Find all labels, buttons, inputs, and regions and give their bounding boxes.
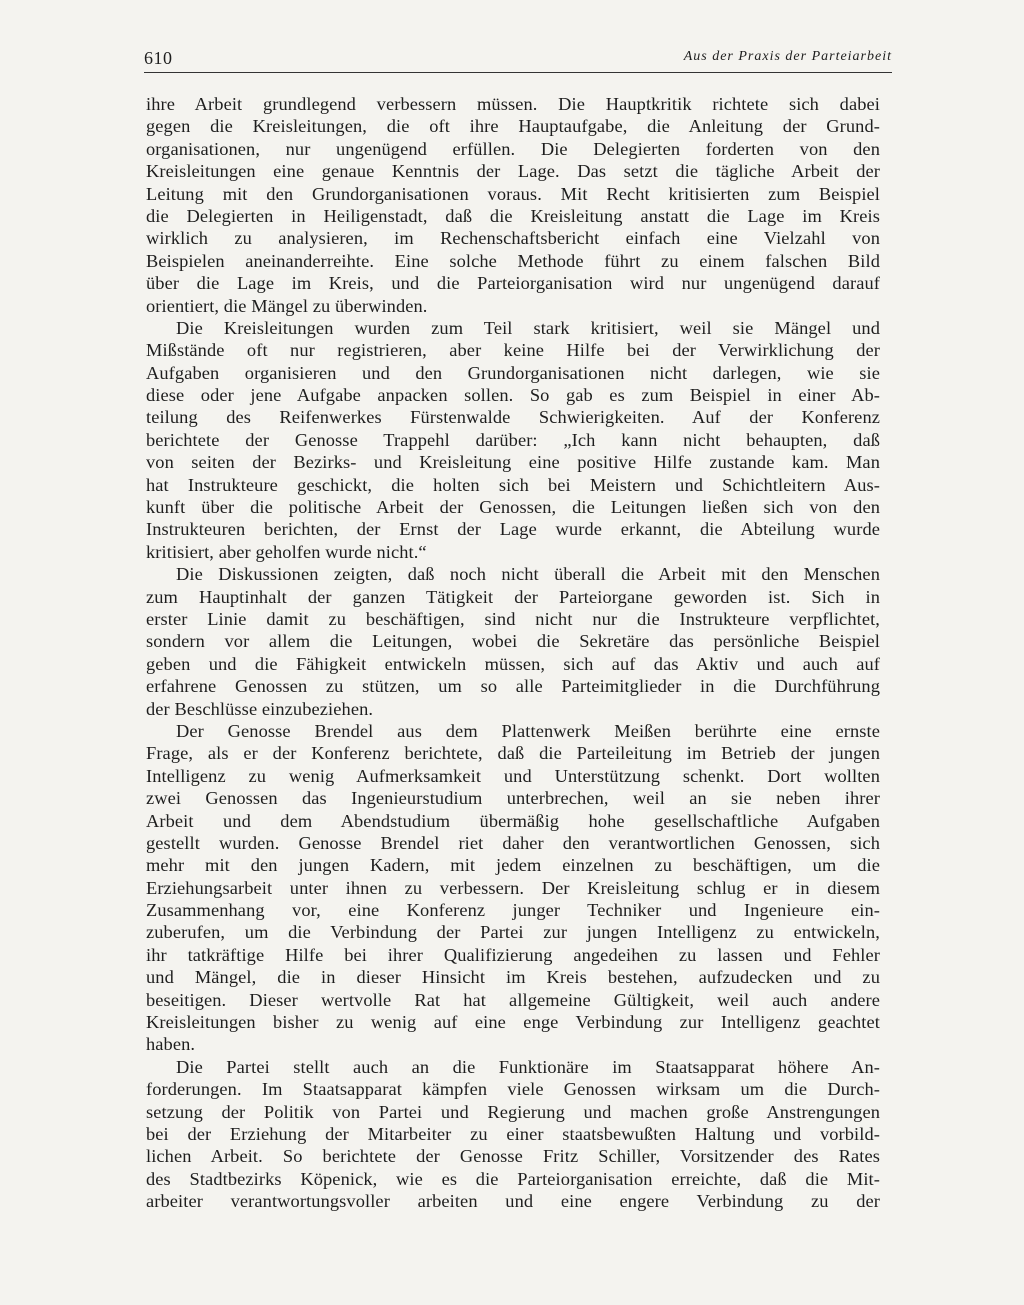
text-line: hat Instrukteure geschickt, die holten sich bei Meistern und Schichtleitern Aus- [146,474,880,495]
text-line: sondern vor allem die Leitungen, wobei die Sekretäre das persönliche Beispiel [146,631,880,652]
text-line: Die Kreisleitungen wurden zum Teil stark kritisiert, weil sie Mängel und [176,317,880,338]
text-line: Intelligenz zu wenig Aufmerksamkeit und Unterstützung schenkt. Dort wollten [146,765,880,786]
text-line: setzung der Politik von Partei und Regierung und machen große Anstrengungen [146,1101,880,1122]
text-line: erfahrene Genossen zu stützen, um so alle Parteimitglieder in die Durchführung [146,676,880,697]
text-line: ihr tatkräftige Hilfe bei ihrer Qualifizierung angedeihen zu lassen und Fehler [146,944,880,965]
text-line: die Delegierten in Heiligenstadt, daß die Kreisleitung anstatt die Lage im Kreis [146,205,880,226]
text-line: orientiert, die Mängel zu überwinden. [146,295,428,316]
text-line: Der Genosse Brendel aus dem Plattenwerk Meißen berührte eine ernste [176,720,880,741]
text-line: Mißstände oft nur registrieren, aber keine Hilfe bei der Verwirklichung der [146,340,880,361]
text-line: teilung des Reifenwerkes Fürstenwalde Schwierigkeiten. Auf der Konferenz [146,407,880,428]
text-line: berichtete der Genosse Trappehl darüber: „Ich kann nicht behaupten, daß [146,429,880,450]
text-line: gestellt wurden. Genosse Brendel riet daher den verantwortlichen Genossen, sich [146,832,880,853]
text-line: Arbeit und dem Abendstudium übermäßig hohe gesellschaftliche Aufgaben [146,810,880,831]
text-line: lichen Arbeit. So berichtete der Genosse Fritz Schiller, Vorsitzender des Rates [146,1146,880,1167]
text-line: Zusammenhang vor, eine Konferenz junger Techniker und Ingenieure ein- [146,900,880,921]
text-line: kunft über die politische Arbeit der Genossen, die Leitungen ließen sich von den [146,497,880,518]
text-line: zum Hauptinhalt der ganzen Tätigkeit der Parteiorgane geworden ist. Sich in [146,586,880,607]
text-line: der Beschlüsse einzubeziehen. [146,698,374,719]
text-line: Frage, als er der Konferenz berichtete, daß die Parteileitung im Betrieb der jungen [146,743,880,764]
text-line: diese oder jene Aufgabe anpacken sollen. So gab es zum Beispiel in einer Ab- [146,385,880,406]
text-line: forderungen. Im Staatsapparat kämpfen viele Genossen wirksam um die Durch- [146,1079,880,1100]
text-line: Leitung mit den Grundorganisationen voraus. Mit Recht kritisierten zum Beispiel [146,183,880,204]
text-line: mehr mit den jungen Kadern, mit jedem einzelnen zu beschäftigen, um die [146,855,880,876]
text-line: kritisiert, aber geholfen wurde nicht.“ [146,541,427,562]
text-line: wirklich zu analysieren, im Rechenschaftsbericht einfach eine Vielzahl von [146,228,880,249]
text-line: Instrukteuren berichten, der Ernst der Lage wurde erkannt, die Abteilung wurde [146,519,880,540]
text-line: geben und die Fähigkeit entwickeln müssen, sich auf das Aktiv und auch auf [146,653,880,674]
text-line: bei der Erziehung der Mitarbeiter zu einer staatsbewußten Haltung und vorbild- [146,1123,880,1144]
text-line: über die Lage im Kreis, und die Parteiorganisation wird nur ungenügend darauf [146,273,880,294]
text-line: Die Diskussionen zeigten, daß noch nicht überall die Arbeit mit den Menschen [176,564,880,585]
text-line: Kreisleitungen bisher zu wenig auf eine enge Verbindung zur Intelligenz geachtet [146,1012,880,1033]
page-header [144,46,892,73]
running-title: Aus der Praxis der Parteiarbeit [683,49,892,64]
text-line: und Mängel, die in dieser Hinsicht im Kreis bestehen, aufzudecken und zu [146,967,880,988]
text-line: Aufgaben organisieren und den Grundorganisationen nicht darlegen, wie sie [146,362,880,383]
text-line: Erziehungsarbeit unter ihnen zu verbessern. Der Kreisleitung schlug er in diesem [146,877,880,898]
text-line: von seiten der Bezirks- und Kreisleitung eine positive Hilfe zustande kam. Man [146,452,880,473]
text-line: Beispielen aneinanderreihte. Eine solche Methode führt zu einem falschen Bild [146,250,880,271]
text-line: erster Linie damit zu beschäftigen, sind nicht nur die Instrukteure verpflichtet, [146,608,880,629]
text-line: zuberufen, um die Verbindung der Partei zur jungen Intelligenz zu entwickeln, [146,922,880,943]
text-line: haben. [146,1034,196,1055]
page-number: 610 [144,48,173,68]
text-line: Kreisleitungen eine genaue Kenntnis der Lage. Das setzt die tägliche Arbeit der [146,161,880,182]
text-line: arbeiter verantwortungsvoller arbeiten und eine engere Verbindung zu der [146,1191,880,1212]
text-line: des Stadtbezirks Köpenick, wie es die Parteiorganisation erreichte, daß die Mit- [146,1168,880,1189]
text-line: Die Partei stellt auch an die Funktionäre im Staatsapparat höhere An- [176,1056,880,1077]
text-line: gegen die Kreisleitungen, die oft ihre Hauptaufgabe, die Anleitung der Grund- [146,116,880,137]
body-text [146,93,880,1213]
text-line: zwei Genossen das Ingenieurstudium unterbrechen, weil an sie neben ihrer [146,788,880,809]
text-line: ihre Arbeit grundlegend verbessern müssen. Die Hauptkritik richtete sich dabei [146,94,880,114]
text-line: beseitigen. Dieser wertvolle Rat hat allgemeine Gültigkeit, weil auch andere [146,989,880,1010]
text-line: organisationen, nur ungenügend erfüllen. Die Delegierten forderten von den [146,138,880,159]
